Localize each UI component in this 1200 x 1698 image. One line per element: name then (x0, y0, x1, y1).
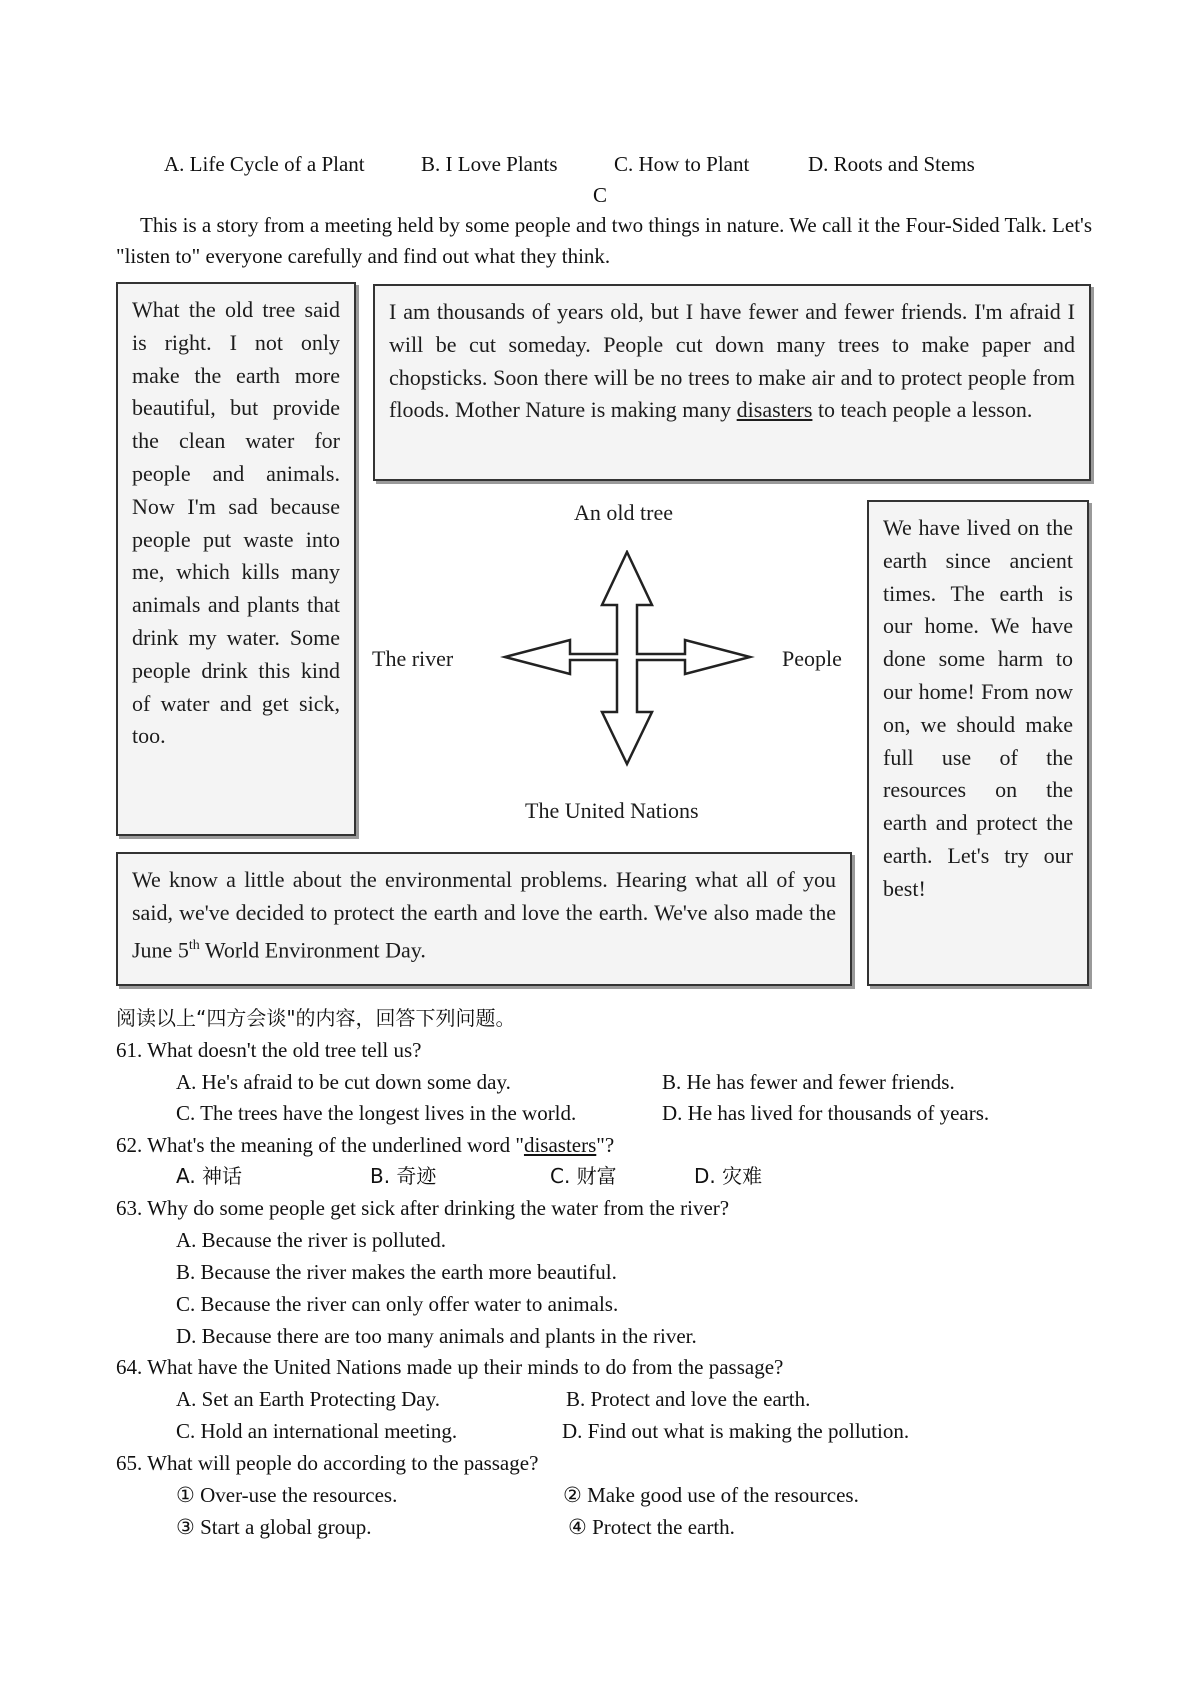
q62-option-d: D. 灾难 (694, 1164, 763, 1188)
q63-option-d: D. Because there are too many animals and plants in the river. (176, 1324, 697, 1348)
prev-option-a: A. Life Cycle of a Plant (164, 152, 365, 176)
tree-box (373, 284, 1091, 481)
label-river: The river (372, 646, 454, 671)
q64-option-a: A. Set an Earth Protecting Day. (176, 1387, 440, 1411)
q62-option-b: B. 奇迹 (370, 1164, 437, 1188)
q65-option-4: ④ Protect the earth. (568, 1515, 735, 1539)
underlined-word-disasters-q62: disasters (523, 1133, 597, 1157)
q61-option-a: A. He's afraid to be cut down some day. (176, 1070, 511, 1094)
q65-stem: 65. What will people do according to the passage? (116, 1451, 539, 1475)
people-text: We have lived on the earth since ancient times. The earth is our home. We have done some harm to our home! From now on, we should make full use of the resources on the earth and protect the earth. Let's try our best! (883, 515, 1073, 901)
q63-option-b: B. Because the river makes the earth more beautiful. (176, 1260, 617, 1284)
intro-paragraph: This is a story from a meeting held by some people and two things in nature. We call it the Four-Sided Talk. Let's "listen to" everyone carefully and find out what they think. (116, 213, 1092, 268)
united-nations-text: We know a little about the environmental problems. Hearing what all of you said, we've decided to protect the earth and love the earth. We've also made the June 5th World Environment Day. (132, 867, 836, 962)
q61-option-c: C. The trees have the longest lives in the world. (176, 1101, 577, 1125)
river-text: What the old tree said is right. I not only make the earth more beautiful, but provide the clean water for people and animals. Now I'm sad because people put waste into me, which kills many animals and plants that drink my water. Some people drink this kind of water and get sick, too. (132, 297, 340, 749)
q62-stem: 62. What's the meaning of the underlined word "disasters"? (116, 1133, 615, 1157)
river-box (116, 282, 356, 836)
q64-option-b: B. Protect and love the earth. (566, 1387, 811, 1411)
prev-option-d: D. Roots and Stems (808, 152, 975, 176)
united-nations-box (116, 852, 852, 986)
q63-option-c: C. Because the river can only offer water to animals. (176, 1292, 619, 1316)
four-way-arrow-icon (500, 550, 760, 770)
underlined-word-disasters: disasters (736, 397, 813, 423)
q63-stem: 63. Why do some people get sick after drinking the water from the river? (116, 1196, 730, 1220)
q64-option-d: D. Find out what is making the pollution. (562, 1419, 910, 1443)
tree-text: I am thousands of years old, but I have fewer and fewer friends. I'm afraid I will be cut someday. People cut down many trees to make paper and chopsticks. Soon there will be no trees to make air and to protect people from floods. Mother Nature is making many disasters to teach people a lesson. (389, 299, 1075, 423)
label-united-nations: The United Nations (525, 798, 699, 823)
section-letter: C (592, 183, 607, 207)
q64-stem: 64. What have the United Nations made up their minds to do from the passage? (116, 1355, 784, 1379)
prev-option-b: B. I Love Plants (421, 152, 558, 176)
q63-option-a: A. Because the river is polluted. (176, 1228, 447, 1252)
q65-option-3: ③ Start a global group. (176, 1515, 372, 1539)
prev-option-c: C. How to Plant (614, 152, 750, 176)
q61-option-d: D. He has lived for thousands of years. (662, 1101, 990, 1125)
label-people: People (782, 646, 842, 671)
q65-option-1: ① Over-use the resources. (176, 1483, 398, 1507)
q64-option-c: C. Hold an international meeting. (176, 1419, 458, 1443)
instruction: 阅读以上“四方会谈"的内容，回答下列问题。 (116, 1006, 516, 1030)
people-box (867, 500, 1089, 986)
q62-option-c: C. 财富 (550, 1164, 617, 1188)
q61-option-b: B. He has fewer and fewer friends. (662, 1070, 955, 1094)
label-old-tree: An old tree (574, 500, 673, 525)
q65-option-2: ② Make good use of the resources. (563, 1483, 859, 1507)
q62-option-a: A. 神话 (176, 1164, 243, 1188)
q61-stem: 61. What doesn't the old tree tell us? (116, 1038, 422, 1062)
